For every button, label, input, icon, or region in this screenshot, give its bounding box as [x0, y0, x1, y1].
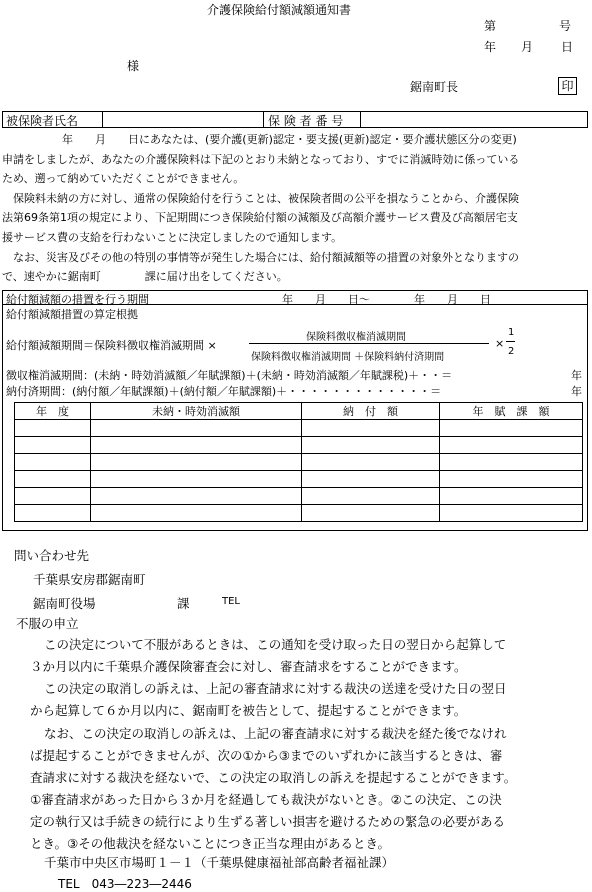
- para1-line1: 年 月 日にあなたは、(要介護(更新)認定・要支援(更新)認定・要介護状態区分の変更): [62, 133, 517, 146]
- col-fiscal-year: 年 度: [15, 403, 91, 420]
- appeal-line-5: なお、この決定の取消しの訴えは、上記の審査請求に対する裁決を経た後でなけれ: [44, 726, 507, 741]
- appeal-line-10: とき。③その他裁決を経ないことにつき正当な理由があるとき。: [30, 836, 390, 851]
- table-row: [15, 488, 583, 505]
- col-unpaid-amount: 未納・時効消滅額: [91, 403, 302, 420]
- appeal-line-9: 定の執行又は手続きの続行により生ずる著しい損害を避けるための緊急の必要がある: [30, 814, 506, 829]
- seal-mark: 印: [558, 77, 577, 95]
- period-dates: 年 月 日～ 年 月 日: [282, 293, 491, 306]
- insured-divider-1: [102, 111, 103, 128]
- table-row: [15, 505, 583, 522]
- table-row: [15, 437, 583, 454]
- para2-line3: 援サービス費の支給を行わないことに決定しましたので通知します。: [2, 231, 343, 244]
- date-month: 月: [521, 40, 534, 54]
- half-numerator: 1: [508, 327, 515, 338]
- table-header-row: [15, 403, 583, 420]
- calc-line-a-unit: 年: [571, 369, 582, 382]
- basis-label: 給付額減額措置の算定根拠: [6, 308, 138, 321]
- contact-tel-label: TEL: [222, 596, 240, 607]
- insured-divider-3: [360, 111, 361, 128]
- appeal-line-7: 査請求に対する裁決を経ないで、この決定の取消しの訴えを提起することができます。: [30, 770, 517, 785]
- addressee-sama: 様: [127, 59, 140, 73]
- formula-numerator: 保険料徴収権消滅期間: [306, 332, 406, 343]
- para1-line2: 申請をしましたが、あなたの介護保険料は下記のとおり未納となっており、すでに消滅時効に係っている: [2, 153, 520, 166]
- col-paid-amount: 納 付 額: [302, 403, 440, 420]
- appeal-line-8: ①審査請求があった日から３か月を経過しても裁決がないとき。②この決定、この決: [30, 792, 502, 807]
- para2-line2: 法第69条第1項の規定により、下記期間につき保険給付額の減額及び高額介護サービス費及び高額居宅支: [2, 211, 518, 224]
- table-row: [15, 471, 583, 488]
- appeal-line-2: ３か月以内に千葉県介護保険審査会に対し、審査請求をすることができます。: [30, 659, 467, 674]
- contact-heading: 問い合わせ先: [14, 548, 90, 563]
- date-year: 年: [484, 40, 497, 54]
- appeal-line-4: から起算して６か月以内に、鋸南町を被告として、提起することができます。: [30, 703, 467, 718]
- calc-line-a: 徴収権消滅期間：(未納・時効消滅額／年賦課額)＋(未納・時効消滅額／年賦課税)＋・・＝: [6, 369, 453, 382]
- contact-office: 鋸南町役場: [33, 596, 96, 611]
- appeal-line-3: この決定の取消しの訴えは、上記の審査請求に対する裁決の送達を受けた日の翌日: [44, 681, 507, 696]
- appeal-address: 千葉市中央区市場町１－１（千葉県健康福祉部高齢者福祉課）: [44, 855, 395, 870]
- formula-denominator: 保険料徴収権消滅期間 ＋保険料納付済期間: [251, 352, 445, 363]
- insured-divider-2: [263, 111, 264, 128]
- document-title: 介護保険給付額減額通知書: [207, 3, 352, 17]
- calc-line-b-unit: 年: [571, 385, 582, 398]
- col-annual-levy: 年 賦 課 額: [440, 403, 583, 420]
- number-suffix: 号: [559, 19, 572, 33]
- period-label: 給付額減額の措置を行う期間: [6, 293, 149, 306]
- formula-fraction-bar: [249, 343, 489, 344]
- insured-name-label: 被保険者氏名: [6, 114, 79, 128]
- para3-line1: なお、災害及びその他の特別の事情等が発生した場合には、給付額減額等の措置の対象外となりますの: [13, 251, 519, 264]
- issuer-name: 鋸南町長: [410, 80, 459, 94]
- calc-line-b: 納付済期間：(納付額／年賦課額)＋(納付額／年賦課額)＋・・・・・・・・・・・・・＝: [6, 385, 442, 398]
- insured-number-label: 保 険 者 番 号: [268, 114, 344, 128]
- half-fraction-bar: [506, 341, 515, 342]
- para3-line2: で、速やかに鋸南町 課に届け出をしてください。: [2, 270, 288, 283]
- para2-line1: 保険料未納の方に対し、通常の保険給付を行うことは、被保険者間の公平を損なうことから、介護保険: [13, 192, 519, 205]
- appeal-line-1: この決定について不服があるときは、この通知を受け取った日の翌日から起算して: [44, 637, 507, 652]
- formula-left: 給付額減額期間＝保険料徴収権消滅期間 ×: [6, 339, 217, 352]
- appeal-heading: 不服の申立: [16, 616, 79, 631]
- appeal-line-6: ば提起することができませんが、次の①から③までのいずれかに該当するときは、審: [30, 748, 503, 763]
- number-label: 第: [484, 19, 497, 33]
- contact-section: 課: [177, 596, 190, 611]
- date-day: 日: [561, 40, 574, 54]
- formula-times: ×: [495, 337, 505, 350]
- half-denominator: 2: [508, 346, 515, 357]
- table-row: [15, 454, 583, 471]
- appeal-tel: TEL 043―223―2446: [58, 877, 192, 891]
- amount-table: [14, 402, 583, 522]
- table-row: [15, 420, 583, 437]
- contact-address: 千葉県安房郡鋸南町: [33, 572, 146, 587]
- para1-line3: ため、遡って納めていただくことができません。: [2, 172, 245, 185]
